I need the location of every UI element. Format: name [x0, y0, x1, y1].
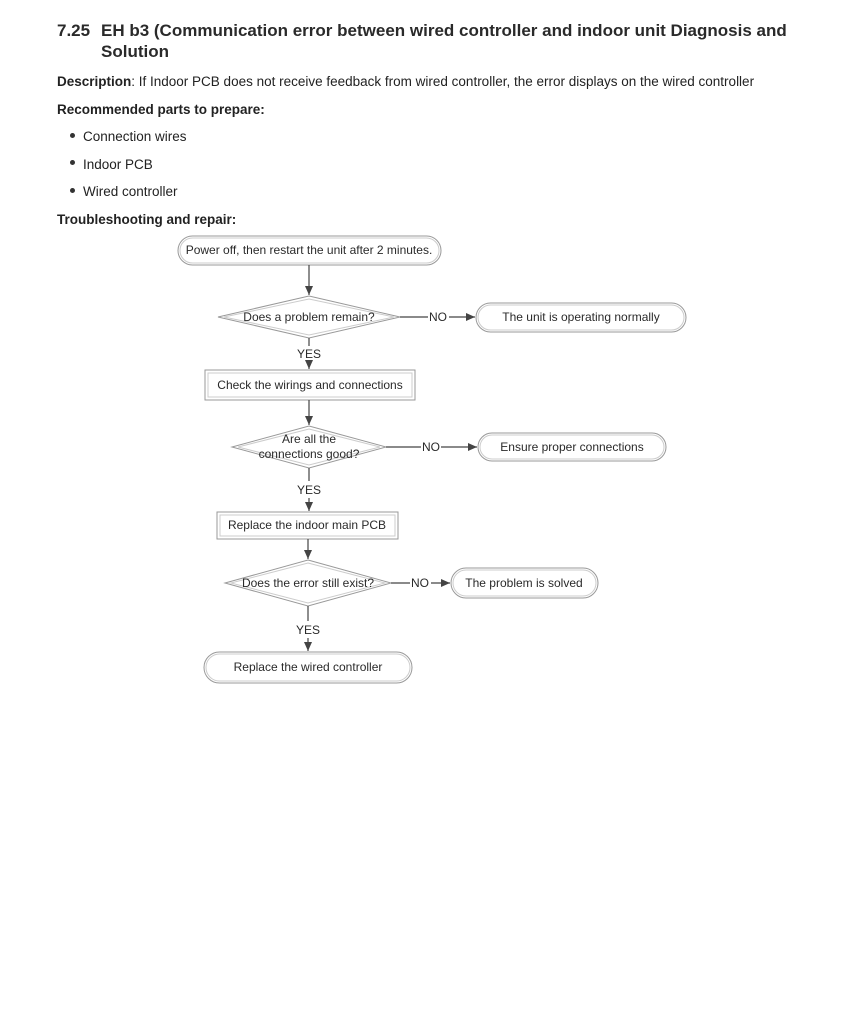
q2-yes-label: YES [296, 483, 322, 497]
parts-label: Recommended parts to prepare: [57, 102, 265, 117]
q1-text: Does a problem remain? [243, 310, 375, 324]
q3-no-label: NO [411, 576, 429, 590]
troubleshooting-label: Troubleshooting and repair: [57, 212, 237, 227]
q2-text-line2: connections good? [258, 447, 360, 461]
description-text: : If Indoor PCB does not receive feedback from wired controller, the error displays on the wired controller [131, 74, 755, 89]
description-label: Description [57, 74, 132, 89]
end-text: Replace the wired controller [233, 660, 383, 674]
q3-yes-label: YES [295, 623, 321, 637]
list-item: Indoor PCB [70, 156, 187, 184]
section-number: 7.25 [57, 21, 91, 40]
q1-yes-label: YES [296, 347, 322, 361]
q2-no-label: NO [422, 440, 440, 454]
q1-no-label: NO [429, 310, 447, 324]
q2-text-line1: Are all the [281, 432, 337, 446]
list-item: Wired controller [70, 183, 187, 211]
step1-text: Check the wirings and connections [217, 378, 403, 392]
q1-no-result-text: The unit is operating normally [502, 310, 660, 324]
section-title: EH b3 (Communication error between wired controller and indoor unit Diagnosis and Solution [101, 21, 787, 61]
start-text: Power off, then restart the unit after 2 minutes. [185, 243, 433, 257]
q2-no-result-text: Ensure proper connections [500, 440, 644, 454]
list-item: Connection wires [70, 128, 187, 156]
step2-text: Replace the indoor main PCB [227, 518, 387, 532]
q3-no-result-text: The problem is solved [465, 576, 583, 590]
q3-text: Does the error still exist? [241, 576, 375, 590]
